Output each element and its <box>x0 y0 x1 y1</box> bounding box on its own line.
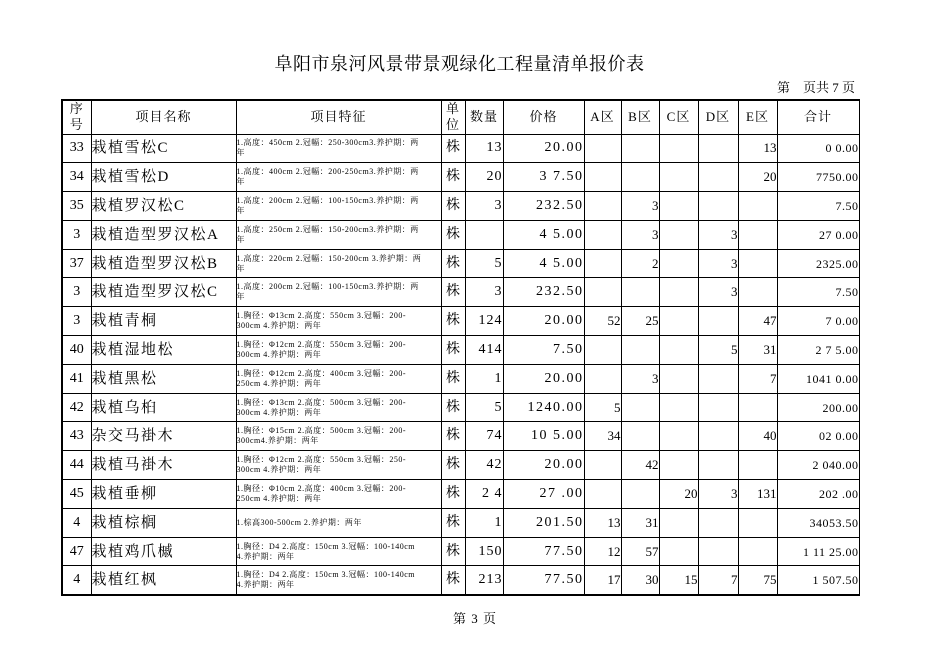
row-number-cell: 43 <box>62 422 91 451</box>
unit-cell: 株 <box>441 336 465 365</box>
header-quantity: 数量 <box>465 100 503 134</box>
item-name-cell: 栽植湿地松 <box>91 336 236 365</box>
zone-e-qty-cell <box>738 451 777 480</box>
quantity-cell: 3 <box>465 278 503 307</box>
zone-c-qty-cell <box>659 364 698 393</box>
zone-e-qty-cell <box>738 249 777 278</box>
row-number-cell: 41 <box>62 364 91 393</box>
row-number-cell: 47 <box>62 537 91 566</box>
zone-d-qty-cell <box>698 393 738 422</box>
item-spec-line: 300cm 4.养护期：两年 <box>236 465 322 475</box>
row-number-cell: 37 <box>62 249 91 278</box>
row-number-cell: 3 <box>62 220 91 249</box>
zone-d-qty-cell <box>698 422 738 451</box>
zone-c-qty-cell <box>659 422 698 451</box>
header-unit-char: 单 <box>445 101 460 117</box>
unit-price-cell: 4 5.00 <box>503 249 584 278</box>
zone-d-qty-cell <box>698 537 738 566</box>
zone-c-qty-cell <box>659 278 698 307</box>
total-amount-cell: 2325.00 <box>777 249 859 278</box>
row-number-cell: 4 <box>62 566 91 595</box>
total-amount-cell: 200.00 <box>777 393 859 422</box>
zone-b-qty-cell <box>621 163 659 192</box>
table-row <box>62 249 859 278</box>
unit-cell: 株 <box>441 192 465 221</box>
item-name-cell: 栽植罗汉松C <box>91 192 236 221</box>
item-spec-cell <box>236 192 441 221</box>
quantity-cell: 1 <box>465 508 503 537</box>
total-amount-cell: 2 7 5.00 <box>777 336 859 365</box>
zone-a-qty-cell <box>584 336 621 365</box>
item-spec-cell <box>236 249 441 278</box>
zone-d-qty-cell: 7 <box>698 566 738 595</box>
table-row <box>62 393 859 422</box>
zone-c-qty-cell <box>659 192 698 221</box>
total-amount-cell: 34053.50 <box>777 508 859 537</box>
quantity-cell: 414 <box>465 336 503 365</box>
total-amount-cell: 202 .00 <box>777 480 859 509</box>
item-spec-line: 1.高度：400cm 2.冠幅：200-250cm3.养护期：两 <box>236 167 419 177</box>
zone-a-qty-cell <box>584 220 621 249</box>
unit-cell: 株 <box>441 163 465 192</box>
zone-b-qty-cell <box>621 393 659 422</box>
zone-b-qty-cell: 25 <box>621 307 659 336</box>
table-row <box>62 364 859 393</box>
zone-c-qty-cell <box>659 134 698 163</box>
unit-price-cell: 1240.00 <box>503 393 584 422</box>
row-number-cell: 44 <box>62 451 91 480</box>
unit-price-cell: 3 7.50 <box>503 163 584 192</box>
item-spec-cell <box>236 566 441 595</box>
unit-cell: 株 <box>441 451 465 480</box>
zone-a-qty-cell: 17 <box>584 566 621 595</box>
unit-cell: 株 <box>441 134 465 163</box>
item-name-cell: 栽植雪松C <box>91 134 236 163</box>
zone-b-qty-cell: 42 <box>621 451 659 480</box>
item-spec-line: 250cm 4.养护期：两年 <box>236 493 322 503</box>
item-spec-line: 1.胸径：Φ12cm 2.高度：550cm 3.冠幅：200- <box>236 339 407 349</box>
item-name-cell: 栽植黑松 <box>91 364 236 393</box>
item-name-cell: 杂交马褂木 <box>91 422 236 451</box>
item-spec-cell <box>236 220 441 249</box>
quantity-cell: 3 <box>465 192 503 221</box>
table-row <box>62 134 859 163</box>
zone-b-qty-cell <box>621 134 659 163</box>
header-unit-price: 价格 <box>503 100 584 134</box>
header-unit <box>441 100 465 134</box>
item-spec-line: 1.高度：200cm 2.冠幅：100-150cm3.养护期：两 <box>236 282 419 292</box>
unit-cell: 株 <box>441 220 465 249</box>
zone-a-qty-cell <box>584 192 621 221</box>
item-spec-line: 300cm 4.养护期：两年 <box>236 349 322 359</box>
item-spec-cell <box>236 307 441 336</box>
item-spec-cell <box>236 163 441 192</box>
item-spec-cell <box>236 480 441 509</box>
item-spec-cell <box>236 537 441 566</box>
zone-a-qty-cell: 5 <box>584 393 621 422</box>
zone-b-qty-cell: 30 <box>621 566 659 595</box>
zone-e-qty-cell: 31 <box>738 336 777 365</box>
item-spec-cell <box>236 134 441 163</box>
item-spec-line: 年 <box>236 148 245 158</box>
quantity-cell: 42 <box>465 451 503 480</box>
zone-d-qty-cell: 3 <box>698 249 738 278</box>
zone-e-qty-cell <box>738 537 777 566</box>
item-name-cell: 栽植垂柳 <box>91 480 236 509</box>
zone-c-qty-cell <box>659 336 698 365</box>
zone-c-qty-cell <box>659 508 698 537</box>
total-amount-cell: 7.50 <box>777 278 859 307</box>
zone-e-qty-cell: 7 <box>738 364 777 393</box>
item-name-cell: 栽植雪松D <box>91 163 236 192</box>
unit-price-cell: 4 5.00 <box>503 220 584 249</box>
item-name-cell: 栽植棕榈 <box>91 508 236 537</box>
header-total: 合计 <box>777 100 859 134</box>
unit-price-cell: 20.00 <box>503 451 584 480</box>
unit-price-cell: 201.50 <box>503 508 584 537</box>
zone-e-qty-cell <box>738 508 777 537</box>
unit-cell: 株 <box>441 422 465 451</box>
item-spec-line: 250cm 4.养护期：两年 <box>236 378 322 388</box>
unit-price-cell: 77.50 <box>503 566 584 595</box>
unit-cell: 株 <box>441 537 465 566</box>
total-amount-cell: 7.50 <box>777 192 859 221</box>
item-name-cell: 栽植造型罗汉松B <box>91 249 236 278</box>
item-spec-line: 4.养护期：两年 <box>236 580 295 590</box>
zone-a-qty-cell <box>584 134 621 163</box>
total-amount-cell: 7 0.00 <box>777 307 859 336</box>
row-number-cell: 3 <box>62 278 91 307</box>
item-spec-cell <box>236 364 441 393</box>
quantity-cell: 5 <box>465 393 503 422</box>
item-spec-line: 1.高度：220cm 2.冠幅：150-200cm 3.养护期：两 <box>236 253 422 263</box>
zone-d-qty-cell <box>698 451 738 480</box>
item-name-cell: 栽植红枫 <box>91 566 236 595</box>
table-row <box>62 163 859 192</box>
item-spec-line: 年 <box>236 263 245 273</box>
zone-c-qty-cell <box>659 451 698 480</box>
zone-b-qty-cell: 31 <box>621 508 659 537</box>
item-name-cell: 栽植青桐 <box>91 307 236 336</box>
zone-e-qty-cell: 40 <box>738 422 777 451</box>
zone-d-qty-cell: 3 <box>698 278 738 307</box>
table-row <box>62 537 859 566</box>
item-spec-line: 4.养护期：两年 <box>236 551 295 561</box>
table-row <box>62 508 859 537</box>
zone-b-qty-cell: 57 <box>621 537 659 566</box>
zone-e-qty-cell <box>738 278 777 307</box>
quantity-cell: 20 <box>465 163 503 192</box>
item-spec-line: 1.高度：450cm 2.冠幅：250-300cm3.养护期：两 <box>236 138 419 148</box>
zone-e-qty-cell: 20 <box>738 163 777 192</box>
item-spec-line: 300cm 4.养护期：两年 <box>236 407 322 417</box>
header-row-number-char: 序 <box>69 101 84 117</box>
item-name-cell: 栽植造型罗汉松C <box>91 278 236 307</box>
unit-price-cell: 77.50 <box>503 537 584 566</box>
zone-c-qty-cell <box>659 307 698 336</box>
table-body <box>62 134 859 595</box>
quantity-cell: 213 <box>465 566 503 595</box>
total-amount-cell: 1 507.50 <box>777 566 859 595</box>
unit-cell: 株 <box>441 508 465 537</box>
item-spec-line: 1.胸径：Φ13cm 2.高度：550cm 3.冠幅：200- <box>236 311 407 321</box>
item-spec-line: 1.高度：200cm 2.冠幅：100-150cm3.养护期：两 <box>236 195 419 205</box>
unit-price-cell: 232.50 <box>503 278 584 307</box>
zone-d-qty-cell <box>698 163 738 192</box>
unit-cell: 株 <box>441 307 465 336</box>
header-zone-c: C区 <box>659 100 698 134</box>
zone-c-qty-cell <box>659 537 698 566</box>
unit-price-cell: 20.00 <box>503 134 584 163</box>
row-number-cell: 33 <box>62 134 91 163</box>
unit-price-cell: 7.50 <box>503 336 584 365</box>
unit-price-cell: 20.00 <box>503 307 584 336</box>
row-number-cell: 42 <box>62 393 91 422</box>
bill-of-quantities-table <box>61 99 860 596</box>
unit-cell: 株 <box>441 364 465 393</box>
table-row <box>62 278 859 307</box>
zone-c-qty-cell <box>659 393 698 422</box>
item-spec-cell <box>236 278 441 307</box>
zone-c-qty-cell <box>659 163 698 192</box>
zone-d-qty-cell <box>698 307 738 336</box>
zone-b-qty-cell: 3 <box>621 220 659 249</box>
table-row <box>62 307 859 336</box>
item-spec-line: 1.胸径：Φ10cm 2.高度：400cm 3.冠幅：200- <box>236 483 407 493</box>
row-number-cell: 45 <box>62 480 91 509</box>
item-spec-line: 1.胸径：D4 2.高度：150cm 3.冠幅：100-140cm <box>236 541 415 551</box>
zone-b-qty-cell: 2 <box>621 249 659 278</box>
zone-a-qty-cell: 12 <box>584 537 621 566</box>
total-amount-cell: 1 11 25.00 <box>777 537 859 566</box>
item-spec-cell <box>236 451 441 480</box>
table-row <box>62 451 859 480</box>
quantity-cell: 74 <box>465 422 503 451</box>
header-zone-a: A区 <box>584 100 621 134</box>
zone-d-qty-cell <box>698 192 738 221</box>
item-spec-line: 1.胸径：Φ13cm 2.高度：500cm 3.冠幅：200- <box>236 397 407 407</box>
row-number-cell: 40 <box>62 336 91 365</box>
header-zone-b: B区 <box>621 100 659 134</box>
item-spec-cell <box>236 508 441 537</box>
unit-price-cell: 10 5.00 <box>503 422 584 451</box>
item-name-cell: 栽植马褂木 <box>91 451 236 480</box>
zone-e-qty-cell: 131 <box>738 480 777 509</box>
zone-e-qty-cell <box>738 192 777 221</box>
header-row <box>62 100 859 134</box>
zone-a-qty-cell <box>584 451 621 480</box>
zone-a-qty-cell <box>584 163 621 192</box>
quantity-cell: 13 <box>465 134 503 163</box>
row-number-cell: 34 <box>62 163 91 192</box>
unit-price-cell: 20.00 <box>503 364 584 393</box>
zone-b-qty-cell <box>621 422 659 451</box>
zone-e-qty-cell: 75 <box>738 566 777 595</box>
zone-a-qty-cell: 52 <box>584 307 621 336</box>
unit-cell: 株 <box>441 278 465 307</box>
unit-cell: 株 <box>441 393 465 422</box>
total-amount-cell: 27 0.00 <box>777 220 859 249</box>
item-spec-line: 1.棕高300-500cm 2.养护期：两年 <box>236 517 362 527</box>
item-name-cell: 栽植造型罗汉松A <box>91 220 236 249</box>
zone-c-qty-cell <box>659 220 698 249</box>
quantity-cell: 150 <box>465 537 503 566</box>
row-number-cell: 3 <box>62 307 91 336</box>
unit-price-cell: 27 .00 <box>503 480 584 509</box>
zone-e-qty-cell: 47 <box>738 307 777 336</box>
item-spec-line: 年 <box>236 234 245 244</box>
zone-b-qty-cell: 3 <box>621 192 659 221</box>
quantity-cell: 124 <box>465 307 503 336</box>
total-amount-cell: 02 0.00 <box>777 422 859 451</box>
zone-d-qty-cell: 5 <box>698 336 738 365</box>
table-row <box>62 192 859 221</box>
quantity-cell: 1 <box>465 364 503 393</box>
zone-a-qty-cell <box>584 480 621 509</box>
quantity-cell: 2 4 <box>465 480 503 509</box>
table-row <box>62 422 859 451</box>
zone-b-qty-cell <box>621 336 659 365</box>
item-spec-line: 300cm4.养护期：两年 <box>236 436 319 446</box>
item-spec-cell <box>236 422 441 451</box>
table-row <box>62 566 859 595</box>
zone-a-qty-cell <box>584 249 621 278</box>
row-number-cell: 4 <box>62 508 91 537</box>
zone-a-qty-cell: 34 <box>584 422 621 451</box>
table-row <box>62 480 859 509</box>
zone-a-qty-cell <box>584 364 621 393</box>
unit-cell: 株 <box>441 480 465 509</box>
item-spec-line: 年 <box>236 205 245 215</box>
header-item-spec: 项目特征 <box>236 100 441 134</box>
zone-d-qty-cell <box>698 134 738 163</box>
item-spec-line: 1.高度：250cm 2.冠幅：150-200cm3.养护期：两 <box>236 224 419 234</box>
zone-d-qty-cell <box>698 364 738 393</box>
zone-b-qty-cell: 3 <box>621 364 659 393</box>
zone-e-qty-cell <box>738 393 777 422</box>
header-item-name: 项目名称 <box>91 100 236 134</box>
total-amount-cell: 2 040.00 <box>777 451 859 480</box>
zone-d-qty-cell <box>698 508 738 537</box>
zone-a-qty-cell <box>584 278 621 307</box>
zone-d-qty-cell: 3 <box>698 220 738 249</box>
page-footer: 第 3 页 <box>452 611 497 626</box>
total-amount-cell: 0 0.00 <box>777 134 859 163</box>
unit-cell: 株 <box>441 249 465 278</box>
header-unit-char: 位 <box>445 117 460 133</box>
header-row-number <box>62 100 91 134</box>
item-name-cell: 栽植乌桕 <box>91 393 236 422</box>
header-zone-e: E区 <box>738 100 777 134</box>
header-zone-d: D区 <box>698 100 738 134</box>
zone-c-qty-cell: 20 <box>659 480 698 509</box>
zone-e-qty-cell: 13 <box>738 134 777 163</box>
quantity-cell <box>465 220 503 249</box>
row-number-cell: 35 <box>62 192 91 221</box>
total-amount-cell: 7750.00 <box>777 163 859 192</box>
zone-b-qty-cell <box>621 480 659 509</box>
item-spec-line: 1.胸径：Φ12cm 2.高度：550cm 3.冠幅：250- <box>236 455 407 465</box>
item-spec-cell <box>236 393 441 422</box>
item-spec-line: 300cm 4.养护期：两年 <box>236 321 322 331</box>
page-count-info: 第 页共 7 页 <box>776 80 855 95</box>
unit-price-cell: 232.50 <box>503 192 584 221</box>
unit-cell: 株 <box>441 566 465 595</box>
quantity-cell: 5 <box>465 249 503 278</box>
item-spec-line: 1.胸径：Φ12cm 2.高度：400cm 3.冠幅：200- <box>236 368 407 378</box>
item-spec-cell <box>236 336 441 365</box>
item-spec-line: 1.胸径：D4 2.高度：150cm 3.冠幅：100-140cm <box>236 570 415 580</box>
header-row-number-char: 号 <box>69 117 84 133</box>
item-spec-line: 年 <box>236 292 245 302</box>
zone-d-qty-cell: 3 <box>698 480 738 509</box>
item-name-cell: 栽植鸡爪槭 <box>91 537 236 566</box>
zone-b-qty-cell <box>621 278 659 307</box>
total-amount-cell: 1041 0.00 <box>777 364 859 393</box>
zone-c-qty-cell: 15 <box>659 566 698 595</box>
zone-e-qty-cell <box>738 220 777 249</box>
item-spec-line: 年 <box>236 177 245 187</box>
document-title: 阜阳市泉河风景带景观绿化工程量清单报价表 <box>274 54 645 74</box>
zone-c-qty-cell <box>659 249 698 278</box>
table-row <box>62 220 859 249</box>
zone-a-qty-cell: 13 <box>584 508 621 537</box>
table-row <box>62 336 859 365</box>
item-spec-line: 1.胸径：Φ15cm 2.高度：500cm 3.冠幅：200- <box>236 426 407 436</box>
